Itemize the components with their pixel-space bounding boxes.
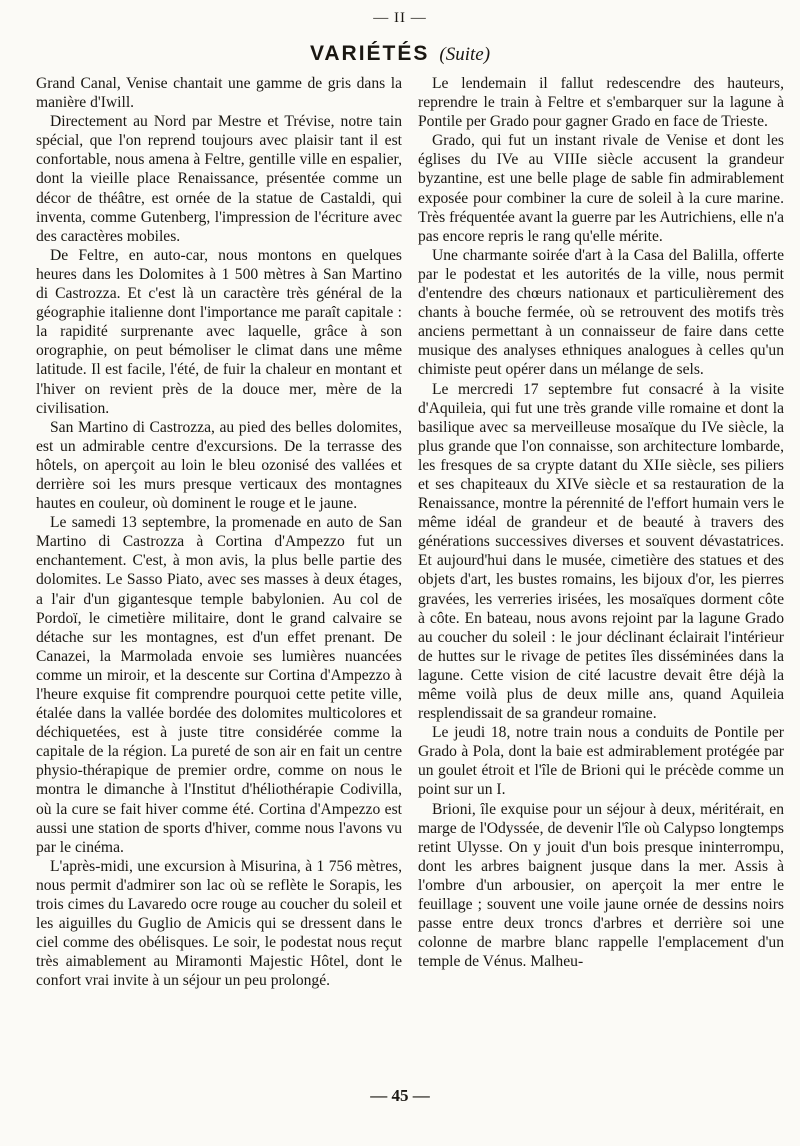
page-number-bottom: — 45 — [370, 1086, 430, 1105]
left-column [36, 74, 402, 991]
paragraph: De Feltre, en auto-car, nous montons en quelques heures dans les Dolomites à 1 500 mètres à San Martino di Castrozza. Et c'est là un caractère très général de la géographie italienne dont l'importance me paraît capitale : la rapidité surprenante avec laquelle, grâce à son orographie, on peut bémoliser le climat dans une même latitude. Il est facile, l'été, de fuir la chaleur en montant et l'hiver on revient près de la douce mer, mère de la civilisation. [36, 246, 402, 417]
right-column [418, 74, 784, 971]
paragraph: Brioni, île exquise pour un séjour à deux, méritérait, en marge de l'Odyssée, de devenir l'île où Calypso longtemps retint Ulysse. On y jouit d'un bois presque ininterrompu, dont les arbres baignent jusque dans la mer. Assis à l'ombre d'un arbousier, on aperçoit la mer entre le feuillage ; souvent une voile jaune ornée de dessins noirs passe entre deux troncs d'arbres et derrière soi une colonne de marbre blanc rappelle l'emplacement d'un temple de Vénus. Malheu- [418, 800, 784, 971]
paragraph: Grand Canal, Venise chantait une gamme de gris dans la manière d'Iwill. [36, 75, 402, 112]
paragraph: Le lendemain il fallut redescendre des hauteurs, reprendre le train à Feltre et s'embarquer sur la lagune à Pontile per Grado pour gagner Grado en face de Trieste. [418, 75, 784, 131]
page-number-top: — II — [373, 10, 427, 26]
paragraph: Le jeudi 18, notre train nous a conduits de Pontile per Grado à Pola, dont la baie est admirablement protégée par un goulet étroit et l'île de Brioni qui le précède comme un point sur un I. [418, 724, 784, 799]
paragraph: Directement au Nord par Mestre et Trévise, notre tain spécial, que l'on reprend toujours avec plaisir tant il est confortable, nous amena à Feltre, gentille ville en espalier, dont la vieille place Renaissance, présentée comme un décor de théâtre, est ornée de la statue de Castaldi, qui inventa, comme Gutenberg, l'impression de l'écriture avec des caractères mobiles. [36, 113, 402, 245]
title-main: VARIÉTÉS [309, 42, 430, 65]
paragraph: L'après-midi, une excursion à Misurina, à 1 756 mètres, nous permit d'admirer son lac où se reflète le Sorapis, les trois cimes du Lavaredo ocre rouge au coucher du soleil et les aiguilles du Guglio de Amicis qui se dressent dans le ciel comme des obélisques. Le soir, le podestat nous reçut très aimablement au Miramonti Majestic Hôtel, dont le confort vrai invite à un séjour un peu prolongé. [36, 857, 402, 990]
paragraph: San Martino di Castrozza, au pied des belles dolomites, est un admirable centre d'excursions. De la terrasse des hôtels, on aperçoit au loin le bleu ozonisé des vallées et derrière soi les murs presque verticaux des montagnes hautes en couleur, où dominent le rouge et le jaune. [36, 418, 402, 513]
article-title [0, 42, 800, 66]
paragraph: Une charmante soirée d'art à la Casa del Balilla, offerte par le podestat et les autorités de la ville, nous permit d'entendre des chœurs nationaux et particulièrement des chants à bouche fermée, où se retrouvent des motifs très anciens permettant à un connaisseur de faire dans cette musique des analyses ethniques analogues à celles qu'un chimiste peut opérer dans un mélange de sels. [418, 246, 784, 379]
paragraph: Grado, qui fut un instant rivale de Venise et dont les églises du IVe au VIIIe siècle accusent la grandeur byzantine, est une belle plage de sable fin admirablement exposée pour combiner la cure de soleil à la cure marine. Très fréquentée avant la guerre par les Autrichiens, elle n'a pas encore repris le rang qu'elle mérite. [418, 132, 784, 245]
title-subtitle: (Suite) [439, 44, 491, 65]
paragraph: Le samedi 13 septembre, la promenade en auto de San Martino di Castrozza à Cortina d'Ampezzo fut un enchantement. C'est, à mon avis, la plus belle partie des dolomites. Le Sasso Piato, avec ses masses à deux étages, a l'air d'un gigantesque temple babylonien. Au col de Pordoï, le cimetière militaire, dont le grand calvaire se détache sur les montagnes, est d'un effet prenant. De Canazei, la Marmolada envoie ses lumières nuancées comme un miroir, et la descente sur Cortina d'Ampezzo à l'heure exquise fit comprendre pourquoi cette petite ville, étalée dans la vallée bordée des dolomites multicolores et déchiquetées, est à juste titre considérée comme la capitale de la région. La pureté de son air en fait un centre physio-thérapique de premier ordre, comme on nous le montra le dimanche à l'Institut d'héliothérapie Codivilla, où la cure se fait hiver comme été. Cortina d'Ampezzo est aussi une station de sports d'hiver, comme nous l'avons vu par le cinéma. [36, 514, 402, 856]
paragraph: Le mercredi 17 septembre fut consacré à la visite d'Aquileia, qui fut une très grande ville romaine et dont la basilique avec sa merveilleuse mosaïque du IVe siècle, la plus grande que l'on connaisse, son architecture lombarde, les fresques de sa crypte datant du XIIe siècle, ses piliers et ses chapiteaux du XIVe siècle et sa restauration de la Renaissance, montre la pérennité de l'effort humain vers le même idéal de grandeur et de beauté à travers des générations successives diverses et souvent dévastatrices. Et aujourd'hui dans le musée, cimetière des statues et des objets d'art, les bustes romains, les bijoux d'or, les pierres gravées, les verreries irisées, les mosaïques dorment côte à côte. En bateau, nous avons rejoint par la lagune Grado au coucher du soleil : le jour déclinant éclairait l'intérieur de huttes sur le rivage de petites îles disséminées dans la lagune. Cette vision de cité lacustre devait être déjà la même voilà plus de deux mille ans, quand Aquileia resplendissait de sa grandeur romaine. [418, 380, 784, 723]
